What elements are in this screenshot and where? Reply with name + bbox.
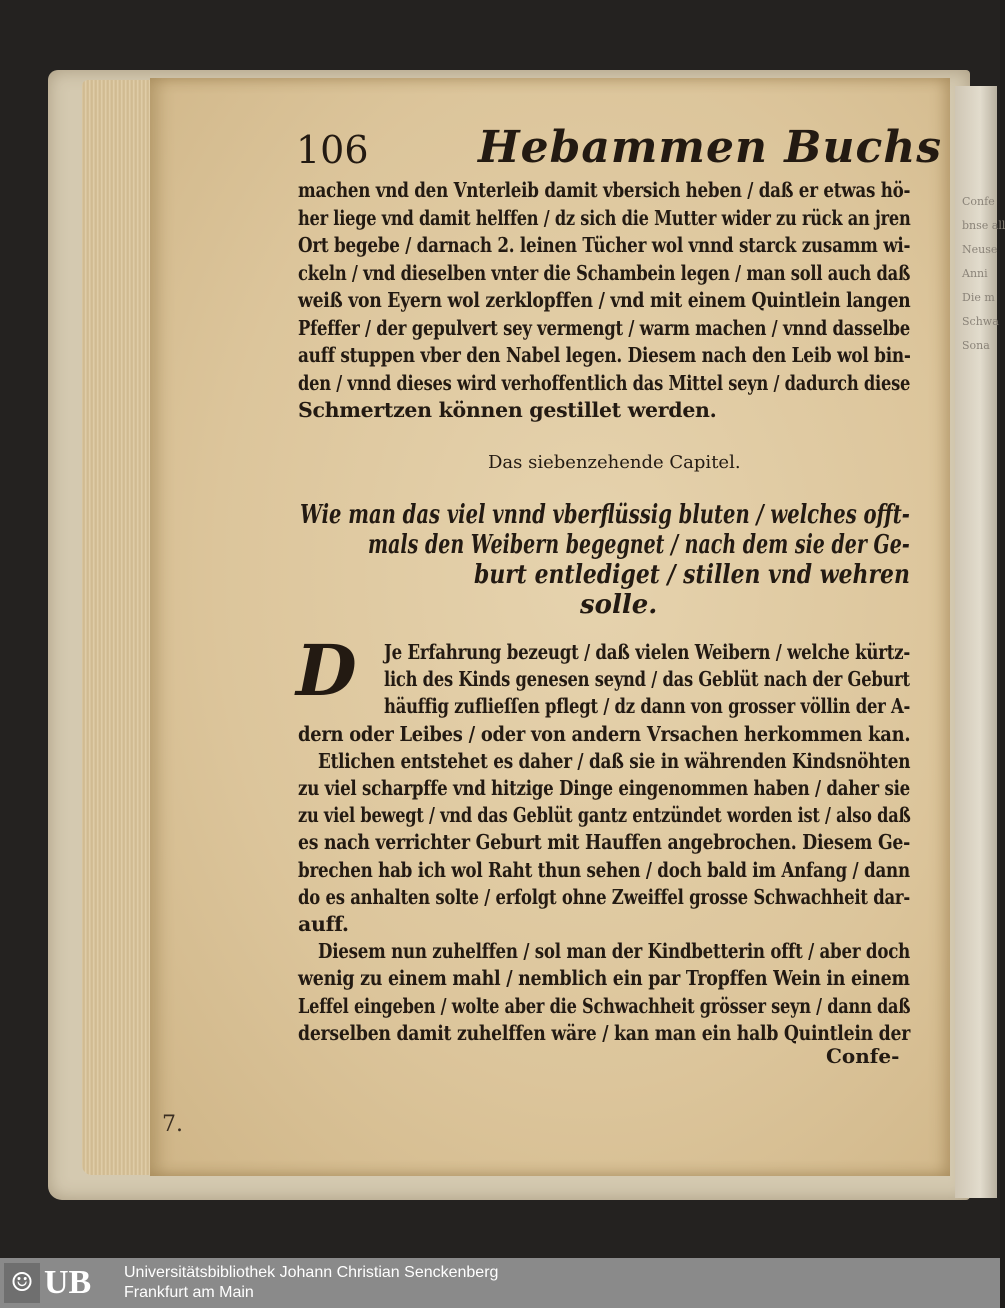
institution-name: Universitätsbibliothek Johann Christian Senckenberg [124,1264,499,1281]
bleed-line: Anni [962,267,988,280]
text-line: Je Erfahrung bezeugt / daß vielen Weibern / welche kürtz- [384,640,910,664]
bleed-line: Confe [962,195,995,208]
text-line: Ort begebe / darnach 2. leinen Tücher wol vnnd starck zusamm wi- [298,233,911,257]
marginal-mark: 7. [162,1112,183,1137]
chapter-title-line: Wie man das viel vnnd vberflüssig bluten / welches offt- [300,500,910,530]
text-line: lich des Kinds genesen seynd / das Geblüt nach der Geburt [384,667,910,692]
text-line: wenig zu einem mahl / nemblich ein par Tropffen Wein in einem [298,966,910,991]
text-line: ckeln / vnd dieselben vnter die Schambein legen / man soll auch daß [298,260,911,285]
chapter-label: Das siebenzehende Capitel. [488,452,741,473]
catchword: Confe- [826,1044,900,1068]
chapter-title-line: solle. [580,590,658,620]
text-line: den / vnnd dieses wird verhoffentlich das Mittel seyn / dadurch diese [298,370,911,395]
facing-page-bleed-text [962,190,1005,430]
text-line: machen vnd den Vnterleib damit vbersich heben / daß er etwas hö- [298,178,911,202]
text-line: Diesem nun zuhelffen / sol man der Kindbetterin offt / aber doch [318,939,910,964]
bleed-line: bnse all [962,219,1005,232]
text-line: auff. [298,912,349,936]
text-line: Leffel eingeben / wolte aber die Schwachheit grösser seyn / dann daß [298,993,911,1018]
library-logo[interactable] [4,1263,114,1303]
institution-city: Frankfurt am Main [124,1284,254,1301]
footer-bar [0,1258,1000,1308]
text-line: brechen hab ich wol Raht thun sehen / doch bald im Anfang / dann [298,857,910,882]
text-line: zu viel scharpffe vnd hitzige Dinge eingenommen haben / daher sie [298,776,911,800]
text-line: Schmertzen können gestillet werden. [298,398,717,422]
text-line: Pfeffer / der gepulvert sey vermengt / warm machen / vnnd dasselbe [298,315,910,340]
text-line: auff stuppen vber den Nabel legen. Diesem nach den Leib wol bin- [298,343,911,367]
decorated-initial: D [296,629,357,712]
text-line: her liege vnd damit helffen / dz sich die Mutter wider zu rück an jren [298,205,911,230]
bleed-line: Sona [962,339,990,352]
bleed-line: Die m [962,291,995,304]
text-line: weiß von Eyern wol zerklopffen / vnd mit einem Quintlein langen [298,288,911,312]
text-line: dern oder Leibes / oder von andern Vrsachen herkommen kan. [298,721,911,746]
text-line: Etlichen entstehet es daher / daß sie in währenden Kindsnöhten [318,748,911,773]
text-line: derselben damit zuhelffen wäre / kan man ein halb Quintlein der [298,1020,911,1045]
text-line: es nach verrichter Geburt mit Hauffen angebrochen. Diesem Ge- [298,830,911,855]
bleed-line: Schwa [962,315,999,328]
text-line: zu viel bewegt / vnd das Geblüt gantz entzündet worden ist / also daß [298,803,911,828]
portrait-icon: ☺ [4,1263,40,1303]
page-number: 106 [296,128,369,172]
running-head: Hebammen Buchs [478,122,942,173]
chapter-title-line: mals den Weibern begegnet / nach dem sie der Ge- [368,530,910,560]
logo-text: UB [44,1264,92,1301]
text-line: do es anhalten solte / erfolgt ohne Zweiffel grosse Schwachheit dar- [298,884,910,909]
bleed-line: Neuse [962,243,998,256]
text-line: häuffig zuflieſſen pflegt / dz dann von grosser völlin der A- [384,694,911,719]
chapter-title-line: burt entlediget / stillen vnd wehren [474,560,910,590]
